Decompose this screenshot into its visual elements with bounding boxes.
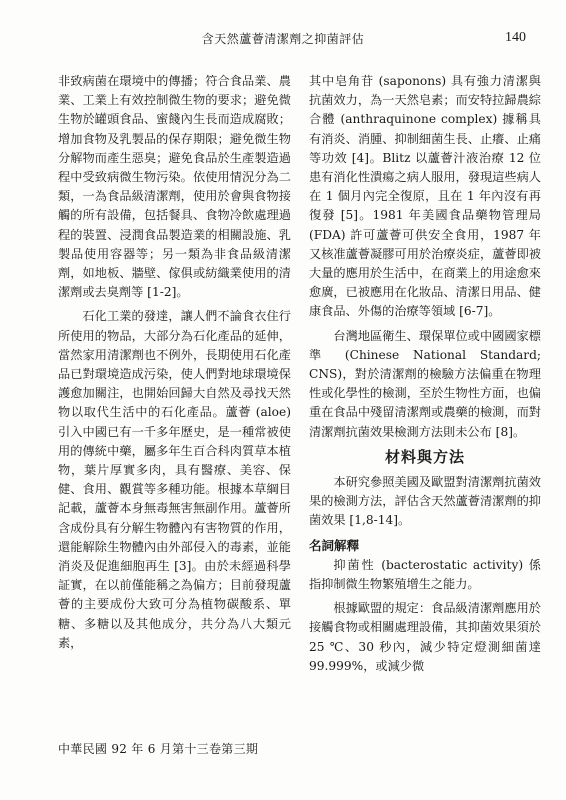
body-paragraph: 抑菌性 (bacterostatic activity) 係指抑制微生物繁殖增生之能力。 [309,557,541,592]
body-paragraph: 本研究參照美國及歐盟對清潔劑抗菌效果的檢測方法，評估含天然蘆薈清潔劑的抑菌效果 [1,8-14]。 [309,475,541,528]
section-heading: 材料與方法 [384,447,465,466]
body-paragraph: 其中皂角苷 (saponons) 具有強力清潔與抗菌效力，為一天然皂素；而安特拉歸農綜合體 (anthraquinone complex) 據稱具有消炎、消腫、抑制細菌生長、止癢、止痛等功效 [4]。Blitz 以蘆薈汁液治療 12 位患有消化性潰瘍之病人服用，發現這些病人在 1 個月內完全復原，且在 1 年內沒有再復發 [5]。1981 年美國食品藥物管理局 (FDA) 許可蘆薈可供安全食用，1987 年又核准蘆薈凝膠可用於治療炎症，蘆薈即被大量的應用於生活中，在商業上的用途愈來愈廣，已被應用在化妝品、清潔日用品、健康食品、外傷的治療等領域 [6-7]。 [309,74,541,319]
right-column [309,72,541,681]
journal-footer: 中華民國 92 年 6 月第十三卷第三期 [58,742,259,756]
left-column [58,72,291,658]
body-paragraph: 石化工業的發達，讓人們不論食衣住行所使用的物品，大部分為石化產品的延伸，當然家用清潔劑也不例外，長期使用石化產品已對環境造成污染，使人們對地球環境保護愈加關注，也開始回歸大自然及尋找天然物以取代生活中的石化產品。蘆薈 (aloe) 引入中國已有一千多年歷史，是一種常被使用的傳統中藥，屬多年生百合科肉質草本植物，葉片厚實多肉，具有醫療、美容、保健、食用、觀賞等多種功能。根據本草綱目記載，蘆薈本身無毒無害無副作用。蘆薈所含成份具有分解生物體內有害物質的作用，還能解除生物體內由外部侵入的毒素，並能消炎及促進細胞再生 [3]。由於未經過科學証實，在以前僅能稱之為偏方；目前發現蘆薈的主要成份大致可分為植物碳酸系、單糖、多糖以及其他成分，共分為八大類元素， [58,309,291,650]
page-number: 140 [505,30,526,45]
running-title: 含天然蘆薈清潔劑之抑菌評估 [201,32,365,46]
body-paragraph: 非致病菌在環境中的傳播；符合食品業、農業、工業上有效控制微生物的要求；避免微生物於罐頭食品、蜜餞內生長而造成腐敗；增加食物及乳製品的保存期限；避免微生物分解物而產生惡臭；避免食品於生產製造過程中受致病微生物污染。依使用情況分為二類，一為食品級清潔劑，使用於會與食物接觸的所有設備，包括餐具、食物冷飲處理過程的裝置、浸潤食品製造業的相關設施、乳製品使用容器等；另一類為非食品級清潔劑，如地板、牆壁、傢俱或紡織業使用的清潔劑或去臭劑等 [1-2]。 [58,74,291,300]
body-paragraph: 根據歐盟的規定：食品級清潔劑應用於接觸食物或相關處理設備，其抑菌效果須於 25 ℃、30 秒內，減少特定燈測細菌達 99.999%，或減少微 [309,601,541,673]
subsection-heading: 名詞解釋 [309,537,360,553]
body-paragraph: 台灣地區衛生、環保單位或中國國家標準 (Chinese National Standard; CNS)，對於清潔劑的檢驗方法偏重在物理性或化學性的檢測，至於生物性方面，也偏重在食品中殘留清潔劑或農藥的檢測，而對清潔劑抗菌效果檢測方法則未公布 [8]。 [309,328,541,439]
